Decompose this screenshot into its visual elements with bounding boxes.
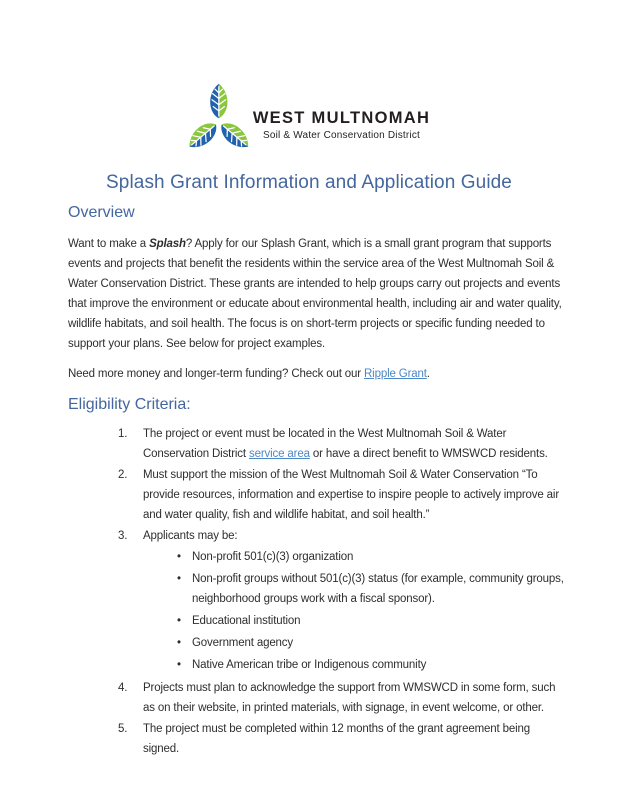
- bullet-item: • Government agency: [175, 633, 568, 653]
- eligibility-heading: Eligibility Criteria:: [68, 396, 191, 413]
- logo-subtitle: Soil & Water Conservation District: [262, 130, 421, 141]
- logo-text: [253, 109, 430, 141]
- list-item-3: [68, 526, 568, 677]
- text-run: .: [426, 368, 430, 380]
- service-area-link[interactable]: service area: [248, 448, 310, 460]
- list-item-text: [143, 526, 568, 677]
- overview-paragraph: [68, 234, 568, 354]
- list-number: 4.: [118, 682, 128, 694]
- logo-leaf-icon: [188, 83, 250, 155]
- list-item-4: [68, 678, 568, 718]
- list-number: 5.: [118, 723, 128, 735]
- applicant-types-list: [143, 547, 568, 675]
- bullet-item: • Educational institution: [175, 611, 568, 631]
- list-item-text: [143, 424, 568, 464]
- text-run: ? Apply for our Splash Grant, which is a small grant program that supports events and projects that benefit the residents within the service area of the West Multnomah Soil & Water Conservation District. These grants are intended to help groups carry out projects and events that improve the environment or educate about environmental health, including air and water quality, wildlife habitats, and soil health. The focus is on short-term projects or specific funding needed to support your plans. See below for project examples.: [68, 238, 562, 350]
- ripple-grant-link[interactable]: Ripple Grant: [364, 368, 427, 380]
- overview-heading: Overview: [68, 204, 135, 221]
- bullet-item: • Non-profit 501(c)(3) organization: [175, 547, 568, 567]
- list-number: 3.: [118, 530, 128, 542]
- splash-emphasis: Splash: [149, 238, 186, 250]
- list-item-text: The project must be completed within 12 months of the grant agreement being signed.: [143, 723, 531, 755]
- text-run: Applicants may be:: [143, 530, 238, 542]
- logo-name: WEST MULTNOMAH: [252, 109, 431, 127]
- document-body: [68, 202, 568, 760]
- list-item-5: [68, 719, 568, 759]
- page-title: Splash Grant Information and Application Guide: [106, 172, 512, 193]
- funding-paragraph: [68, 364, 568, 384]
- list-item-2: [68, 465, 568, 525]
- bullet-item: • Non-profit groups without 501(c)(3) status (for example, community groups, neighborhood groups work with a fiscal sponsor).: [175, 569, 568, 609]
- list-number: 1.: [118, 428, 128, 440]
- eligibility-list: [68, 424, 568, 759]
- text-run: Need more money and longer-term funding? Check out our: [68, 368, 365, 380]
- list-item-text: Projects must plan to acknowledge the support from WMSWCD in some form, such as on their website, in printed materials, with signage, in event welcome, or other.: [143, 682, 556, 714]
- text-run: Want to make a: [68, 238, 150, 250]
- text-run: or have a direct benefit to WMSWCD residents.: [309, 448, 548, 460]
- logo: [188, 83, 430, 155]
- bullet-item: • Native American tribe or Indigenous community: [175, 655, 568, 675]
- list-item-1: [68, 424, 568, 464]
- list-number: 2.: [118, 469, 128, 481]
- text-run: The project or event must be located in the West Multnomah Soil & Water Conservation District: [143, 428, 507, 460]
- list-item-text: Must support the mission of the West Multnomah Soil & Water Conservation “To provide resources, information and expertise to inspire people to actively improve air and water quality, fish and wildlife habitat, and soil health.”: [143, 469, 560, 521]
